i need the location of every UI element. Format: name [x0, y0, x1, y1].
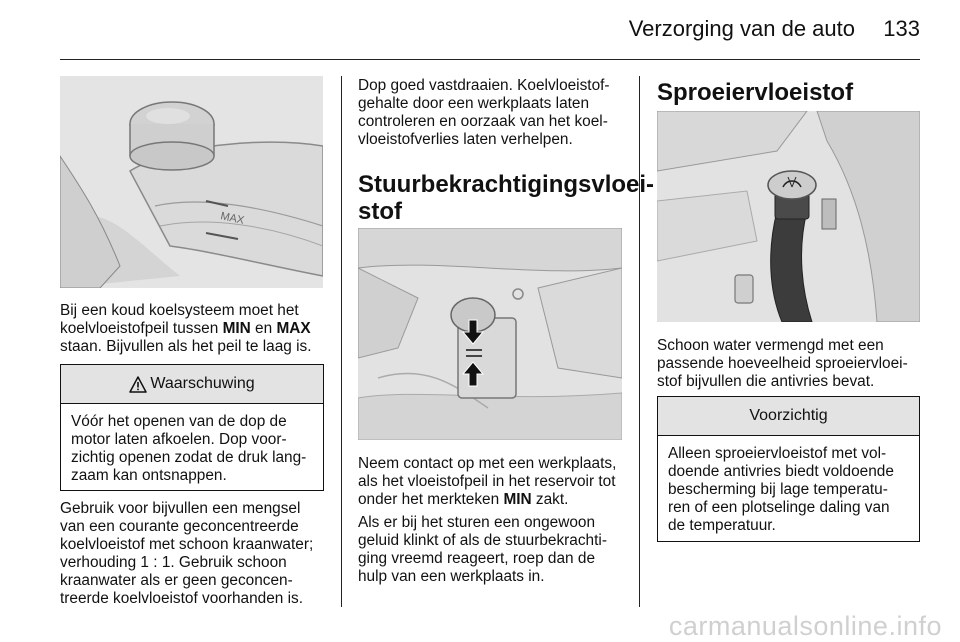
steering-level-paragraph: Neem contact op met een werkplaats, als het vloeistofpeil in het reservoir tot onder het merkteken MIN zakt. [358, 455, 617, 508]
power-steering-reservoir-figure [358, 228, 622, 440]
warning-body: Vóór het openen van de dop de motor laten afkoelen. Dop voor- zichtig openen zodat de druk lang- zaam kan ontsnappen. [71, 413, 307, 484]
warning-title: Waarschuwing [150, 375, 255, 392]
watermark: carmanualsonline.info [668, 611, 942, 641]
coolant-level-paragraph: Bij een koud koelsysteem moet het koelvloeistofpeil tussen MIN en MAX staan. Bijvullen als het peil te laag is. [60, 302, 312, 355]
caution-box-header [658, 397, 919, 436]
washer-fluid-paragraph: Schoon water vermengd met een passende hoeveelheid sproeiervloei- stof bijvullen die antivries bevat. [657, 337, 908, 390]
coolant-mixture-paragraph: Gebruik voor bijvullen een mengsel van een courante geconcentreerde koelvloeistof met schoon kraanwater; verhouding 1 : 1. Gebruik schoon kraanwater als er geen geconcen- treerde koelvloeistof voorhanden is. [60, 500, 314, 607]
header-rule [60, 59, 920, 60]
warning-box-header [61, 365, 323, 404]
max-mark-label: MAX [219, 210, 246, 227]
cap-tighten-paragraph: Dop goed vastdraaien. Koelvloeistof- gehalte door een werkplaats laten controleren en oorzaak van het koel- vloeistofverlies laten verhelpen. [358, 77, 610, 148]
washer-reservoir-figure [657, 111, 920, 322]
coolant-reservoir-figure [60, 76, 323, 288]
power-steering-heading: Stuurbekrachtigingsvloei- stof [358, 171, 655, 225]
washer-fluid-heading: Sproeiervloeistof [657, 79, 854, 106]
warning-box [60, 364, 324, 491]
warning-triangle-icon [129, 376, 147, 393]
running-header-title: Verzorging van de auto [628, 16, 855, 41]
column-divider-1 [341, 76, 342, 607]
steering-noise-paragraph: Als er bij het sturen een ongewoon geluid klinkt of als de stuurbekrachti- ging vreemd reageert, roep dan de hulp van een werkplaats in. [358, 514, 607, 585]
caution-title: Voorzichtig [749, 407, 828, 424]
page-number: 133 [883, 16, 920, 41]
column-divider-2 [639, 76, 640, 607]
caution-box [657, 396, 920, 542]
caution-body: Alleen sproeiervloeistof met vol- doende antivries biedt voldoende bescherming bij lage temperatu- ren of een plotselinge daling van de temperatuur. [668, 445, 894, 534]
